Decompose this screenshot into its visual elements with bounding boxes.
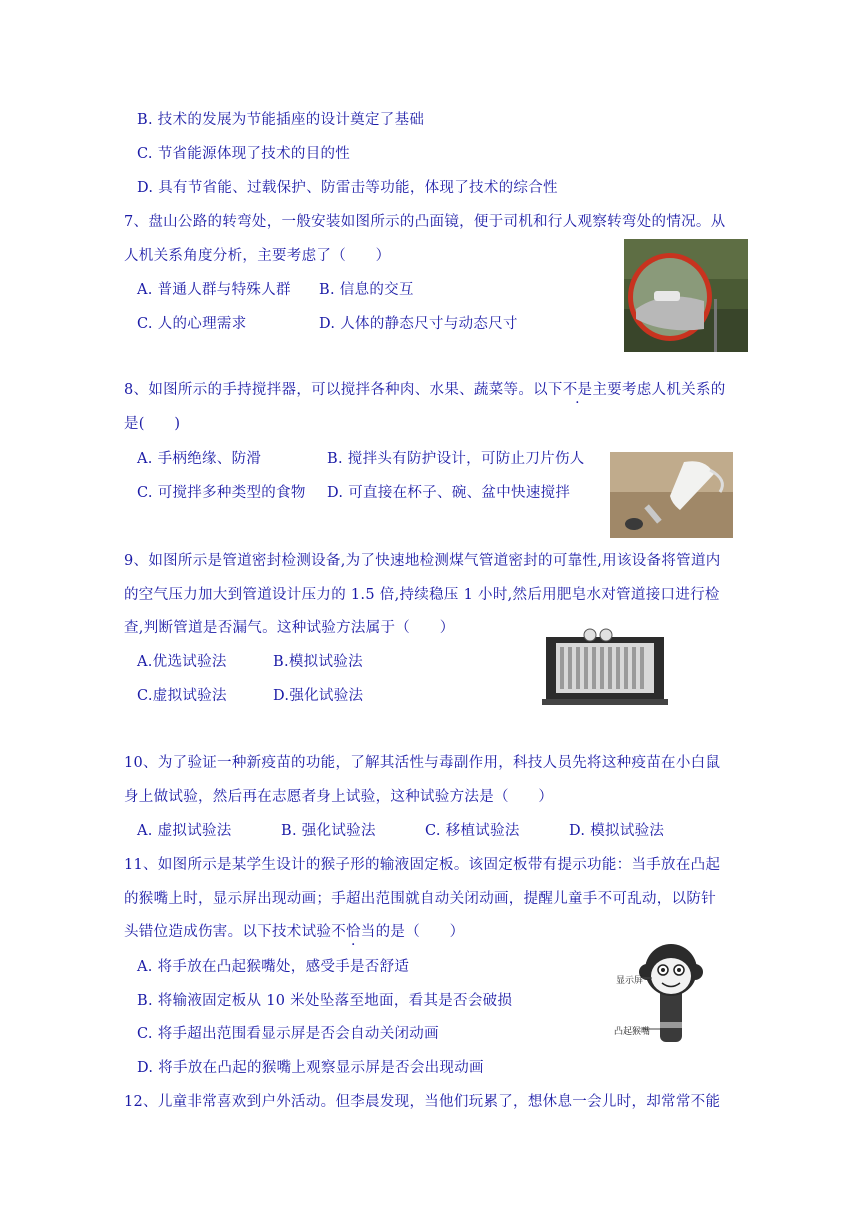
q9-stem-line2: 的空气压力加大到管道设计压力的 1.5 倍,持续稳压 1 小时,然后用肥皂水对管道接口进行检 xyxy=(124,587,720,603)
q10-stem-line2: 身上做试验，然后再在志愿者身上试验，这种试验方法是（ ） xyxy=(124,789,554,805)
q11-option-a: A. 将手放在凸起猴嘴处，感受手是否舒适 xyxy=(137,959,410,975)
fig-label-display-screen: 显示屏 xyxy=(616,976,644,986)
q7-stem-line2: 人机关系角度分析，主要考虑了（ ） xyxy=(124,248,391,264)
q9-stem-line1: 9、如图所示是管道密封检测设备,为了快速地检测煤气管道密封的可靠性,用该设备将管道内 xyxy=(124,553,721,569)
q11-option-b: B. 将输液固定板从 10 米处坠落至地面，看其是否会破损 xyxy=(137,993,513,1009)
q7-option-a: A. 普通人群与特殊人群 xyxy=(137,282,291,298)
q10-option-b: B. 强化试验法 xyxy=(281,823,376,839)
q11-stem-line1: 11、如图所示是某学生设计的猴子形的输液固定板。该固定板带有提示功能：当手放在凸起 xyxy=(124,857,721,873)
q8-stem-part3: 主要考虑人机关系的 xyxy=(592,382,726,398)
q8-stem-line2: 是( ) xyxy=(124,416,181,432)
q7-option-d: D. 人体的静态尺寸与动态尺寸 xyxy=(319,316,518,332)
q8-stem-line1 xyxy=(124,380,726,400)
q6-option-c: C. 节省能源体现了技术的目的性 xyxy=(137,146,351,162)
q7-stem-line1: 7、盘山公路的转弯处，一般安装如图所示的凸面镜，便于司机和行人观察转弯处的情况。从 xyxy=(124,214,726,230)
q8-option-b: B. 搅拌头有防护设计，可防止刀片伤人 xyxy=(327,451,585,467)
q6-option-b: B. 技术的发展为节能插座的设计奠定了基础 xyxy=(137,112,425,128)
q10-option-d: D. 模拟试验法 xyxy=(569,823,665,839)
q12-stem-line1: 12、儿童非常喜欢到户外活动。但李晨发现，当他们玩累了，想休息一会儿时，却常常不能 xyxy=(124,1094,721,1110)
q8-option-c: C. 可搅拌多种类型的食物 xyxy=(137,485,306,501)
q6-option-d: D. 具有节省能、过载保护、防雷击等功能，体现了技术的综合性 xyxy=(137,180,558,196)
q11-stem-line2: 的猴嘴上时，显示屏出现动画；手超出范围就自动关闭动画，提醒儿童手不可乱动，以防针 xyxy=(124,891,716,907)
q7-option-c: C. 人的心理需求 xyxy=(137,316,247,332)
q11-stem-part1: 头错位造成伤害。以下技术试验 xyxy=(124,924,332,940)
q8-emphasis-not: 不是 xyxy=(562,382,593,398)
q11-option-c: C. 将手超出范围看显示屏是否会自动关闭动画 xyxy=(137,1026,439,1042)
q10-option-a: A. 虚拟试验法 xyxy=(137,823,232,839)
q11-emphasis-improper: 不恰当 xyxy=(331,924,376,940)
pipe-seal-test-device-photo xyxy=(540,623,670,713)
q9-stem-line3: 查,判断管道是否漏气。这种试验方法属于（ ） xyxy=(124,620,455,636)
q7-option-b: B. 信息的交互 xyxy=(319,282,414,298)
q8-option-d: D. 可直接在杯子、碗、盆中快速搅拌 xyxy=(327,485,571,501)
fig-label-monkey-mouth: 凸起猴嘴 xyxy=(614,1027,651,1037)
q11-stem-part3: 的是（ ） xyxy=(375,924,465,940)
q11-option-d: D. 将手放在凸起的猴嘴上观察显示屏是否会出现动画 xyxy=(137,1060,484,1076)
convex-mirror-photo xyxy=(624,239,748,352)
q11-stem-line3 xyxy=(124,922,464,942)
monkey-infusion-board-figure xyxy=(612,930,712,1045)
q8-option-a: A. 手柄绝缘、防滑 xyxy=(137,451,262,467)
q9-option-d: D.强化试验法 xyxy=(273,688,364,704)
hand-blender-photo xyxy=(610,452,733,538)
q9-option-a: A.优选试验法 xyxy=(137,654,227,670)
q10-option-c: C. 移植试验法 xyxy=(425,823,520,839)
q9-option-b: B.模拟试验法 xyxy=(273,654,363,670)
q9-option-c: C.虚拟试验法 xyxy=(137,688,227,704)
q10-stem-line1: 10、为了验证一种新疫苗的功能，了解其活性与毒副作用，科技人员先将这种疫苗在小白鼠 xyxy=(124,755,721,771)
q8-stem-part1: 8、如图所示的手持搅拌器，可以搅拌各种肉、水果、蔬菜等。以下 xyxy=(124,382,563,398)
